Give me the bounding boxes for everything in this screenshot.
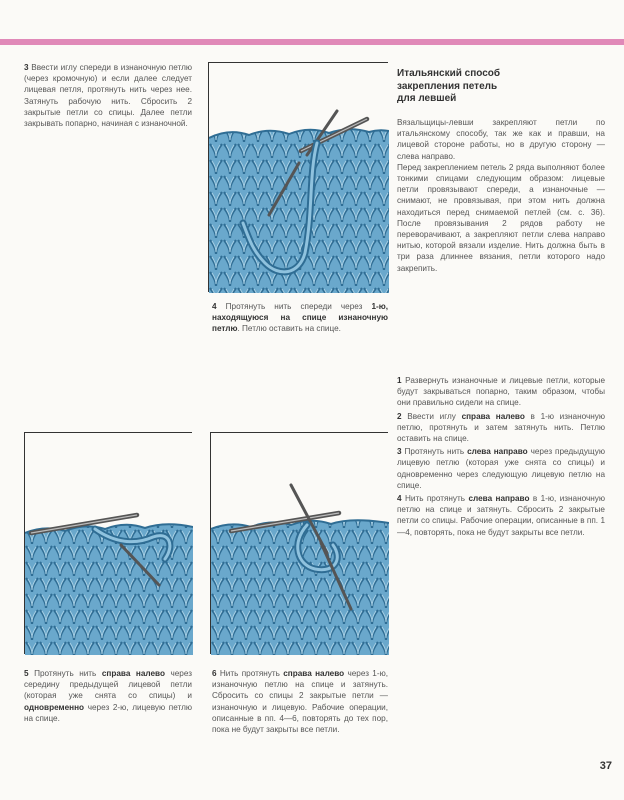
- step-5-mid: через середину предыдущей лицевой петли (которая уже снята со спицы) и: [24, 669, 192, 701]
- right-steps-text: [397, 375, 605, 538]
- knitting-illustration-6: [211, 433, 389, 655]
- step-6-text: [212, 668, 388, 735]
- step-3-body: Ввести иглу спереди в изнаночную петлю (через кромочную) и если далее следует лицевая петля, протянуть нить через нее. Затянуть рабочую нить. Сбросить 2 закрытые петли со спицы. Далее петли закрывать попарно, начиная с изнаночной.: [24, 63, 192, 129]
- section-title: [397, 68, 597, 106]
- right-step-1: [397, 375, 605, 409]
- step-6-pre: Нить протянуть: [219, 669, 280, 678]
- step-4-bold: 1-ю, находящуюся на спице изнаночную петлю: [212, 302, 389, 334]
- right-step-3: [397, 446, 605, 491]
- step-6-bold: справа налево: [283, 669, 345, 678]
- page-number: 37: [599, 760, 612, 772]
- right-step-4-post: в 1-ю, изнаночную петлю на спице и затянуть. Сбросить 2 закрытые петли со спицы. Рабочие операции, описанные в пп. 1—4, повторять, пока не будут закрыты все петли.: [397, 494, 606, 537]
- knitting-illustration-5: [25, 433, 193, 655]
- right-step-2: [397, 411, 605, 445]
- right-step-2-number: 2: [397, 411, 402, 421]
- step-5-post: через 2-ю, лицевую петлю на спице.: [24, 702, 192, 723]
- intro-text: [397, 117, 605, 274]
- step-5-bold-1: справа налево: [101, 669, 165, 678]
- step-5-number: 5: [24, 669, 29, 678]
- knitting-illustration-4: [209, 63, 389, 293]
- figure-step-6: [210, 432, 388, 654]
- right-step-3-pre: Протянуть нить: [404, 447, 465, 457]
- step-5-text: [24, 668, 192, 724]
- title-line-2: закрепления петель: [397, 80, 498, 92]
- right-step-3-bold: слева направо: [467, 447, 528, 457]
- title-line-1: Итальянский способ: [397, 68, 501, 79]
- intro-paragraph-2: Перед закреплением петель 2 ряда выполняют более тонкими спицами следующим образом: лицевые петли провязывают спереди, а изнаночные — снимают, не провязывая, при этом нить должна находиться перед снимаемой петлей (см. с. 36). После провязывания 2 рядов работу не переворачивают, а закрепляют петли слева направо нитью, которой вязали изделие. Нить должна быть в три раза длиннее вязания, петли которого надо закрепить.: [397, 162, 605, 273]
- intro-paragraph-1: Вязальщицы-левши закрепляют петли по итальянскому способу, так же как и правши, на лицевой стороне работы, но в другую сторону — слева направо.: [397, 118, 605, 161]
- right-step-3-number: 3: [397, 447, 402, 457]
- right-step-4: [397, 493, 605, 538]
- step-4-text: [212, 301, 388, 335]
- step-5-pre: Протянуть нить: [34, 669, 97, 678]
- right-step-4-number: 4: [397, 494, 402, 504]
- right-step-2-bold: справа налево: [461, 411, 525, 421]
- right-step-4-pre: Нить протянуть: [404, 494, 466, 504]
- title-line-3: для левшей: [397, 93, 457, 104]
- step-6-number: 6: [212, 669, 217, 678]
- step-6-post: через 1-ю, изнаночную петлю на спице и затянуть. Сбросить со спицы 2 закрытые петли — изнаночную и лицевую. Рабочие операции, описанные в пп. 4—6, повторять до тех пор, пока не будут закрыты все петли.: [212, 669, 388, 735]
- step-4-pre: Протянуть нить спереди через: [225, 302, 363, 311]
- header-accent-bar: [0, 39, 624, 45]
- right-step-3-post: через предыдущую лицевую петлю (которая уже снята со спицы) и одновременно через следующую лицевую петлю на спице.: [397, 447, 605, 490]
- right-step-2-post: в 1-ю изнаночную петлю, протянуть и затем затянуть нить. Петлю оставить на спице.: [397, 411, 605, 444]
- step-5-bold-2: одновременно: [24, 702, 85, 712]
- step-3-number: 3: [24, 63, 29, 72]
- figure-step-5: [24, 432, 192, 654]
- step-4-post: . Петлю оставить на спице.: [237, 324, 341, 334]
- right-step-4-bold: слева направо: [468, 494, 530, 504]
- right-step-1-number: 1: [397, 376, 402, 385]
- right-step-1-body: Развернуть изнаночные и лицевые петли, которые будут закрываться попарно, таким образом, чтобы они правильно сидели на спице.: [397, 376, 605, 408]
- right-step-2-pre: Ввести иглу: [407, 411, 456, 421]
- figure-step-4: [208, 62, 388, 292]
- step-3-text: [24, 62, 192, 129]
- step-4-number: 4: [212, 302, 217, 311]
